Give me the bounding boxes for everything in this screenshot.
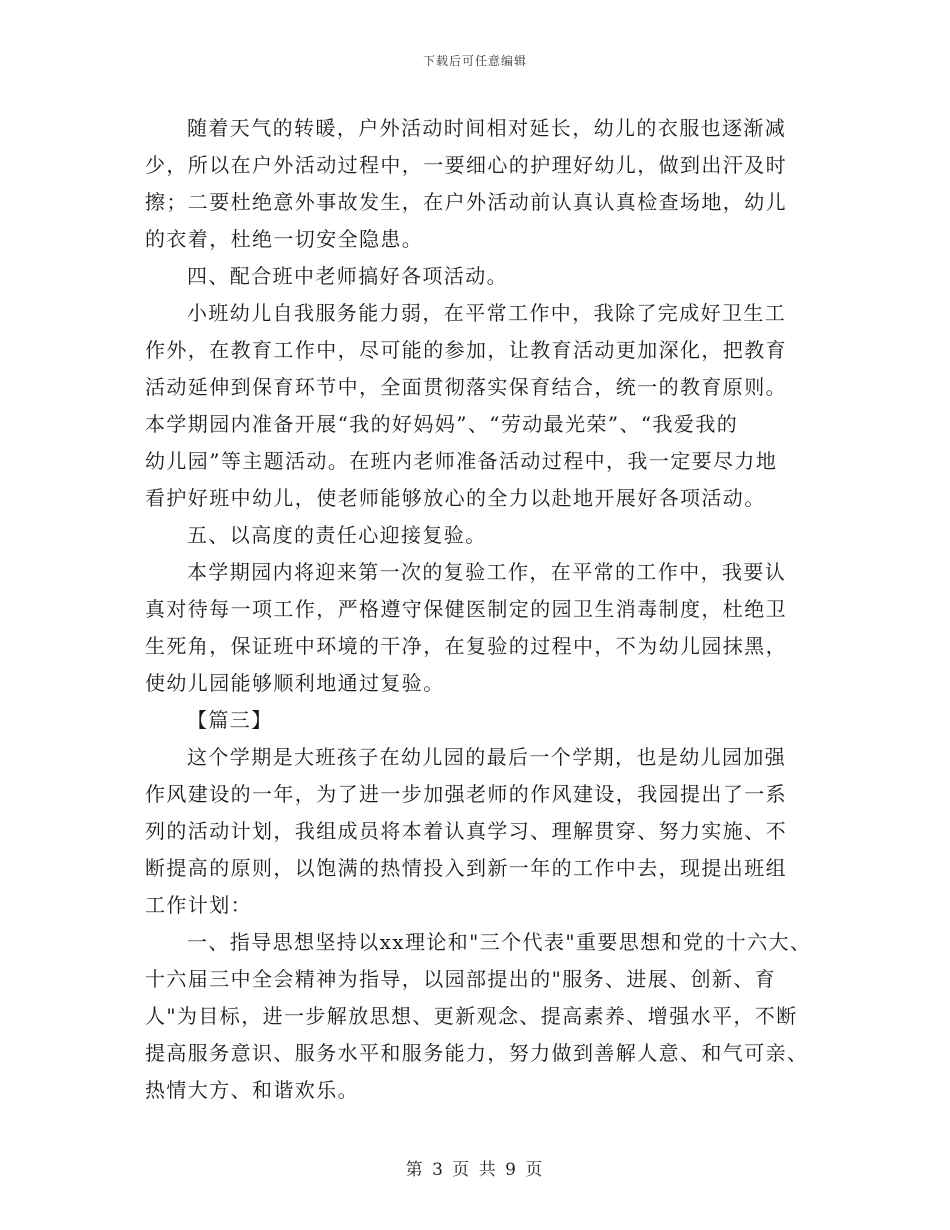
- text-line: 擦；二要杜绝意外事故发生，在户外活动前认真认真检查场地，幼儿: [145, 190, 787, 214]
- text-line: 小班幼儿自我服务能力弱，在平常工作中，我除了完成好卫生工: [187, 301, 787, 325]
- page-footer: 第 3 页 共 9 页: [405, 1160, 545, 1180]
- text-line: 工作计划：: [145, 893, 252, 917]
- page-header: 下载后可任意编辑: [422, 54, 527, 68]
- text-line: 使幼儿园能够顺利地通过复验。: [145, 671, 445, 695]
- text-line: 真对待每一项工作，严格遵守保健医制定的园卫生消毒制度，杜绝卫: [145, 597, 787, 621]
- text-line: 作风建设的一年，为了进一步加强老师的作风建设，我园提出了一系: [145, 782, 787, 806]
- document-body: [145, 110, 815, 1109]
- text-line: 本学期园内准备开展“我的好妈妈”、“劳动最光荣”、“我爱我的: [145, 412, 739, 436]
- text-line: 随着天气的转暖，户外活动时间相对延长，幼儿的衣服也逐渐减: [187, 116, 787, 140]
- text-line: 的衣着，杜绝一切安全隐患。: [145, 227, 424, 251]
- text-line: 看护好班中幼儿，使老师能够放心的全力以赴地开展好各项活动。: [145, 486, 766, 510]
- text-line: 五、以高度的责任心迎接复验。: [187, 523, 487, 547]
- text-line: 提高服务意识、服务水平和服务能力，努力做到善解人意、和气可亲、: [145, 1041, 809, 1065]
- text-line: 生死角，保证班中环境的干净，在复验的过程中，不为幼儿园抹黑，: [145, 634, 787, 658]
- text-line: 十六届三中全会精神为指导，以园部提出的"服务、进展、创新、育: [145, 967, 777, 991]
- text-line: 断提高的原则，以饱满的热情投入到新一年的工作中去，现提出班组: [145, 856, 787, 880]
- text-line: 四、配合班中老师搞好各项活动。: [187, 264, 508, 288]
- text-line: 幼儿园”等主题活动。在班内老师准备活动过程中，我一定要尽力地: [145, 449, 778, 473]
- text-line: 人"为目标，进一步解放思想、更新观念、提高素养、增强水平，不断: [145, 1004, 798, 1028]
- text-line: 列的活动计划，我组成员将本着认真学习、理解贯穿、努力实施、不: [145, 819, 787, 843]
- text-line: 少，所以在户外活动过程中，一要细心的护理好幼儿，做到出汗及时: [145, 153, 787, 177]
- text-line: 这个学期是大班孩子在幼儿园的最后一个学期，也是幼儿园加强: [187, 745, 787, 769]
- text-line: 【篇三】: [187, 708, 273, 732]
- text-line: 活动延伸到保育环节中，全面贯彻落实保育结合，统一的教育原则。: [145, 375, 787, 399]
- text-line: 作外，在教育工作中，尽可能的参加，让教育活动更加深化，把教育: [145, 338, 787, 362]
- text-line: 本学期园内将迎来第一次的复验工作，在平常的工作中，我要认: [187, 560, 787, 584]
- text-line: 热情大方、和谐欢乐。: [145, 1078, 359, 1102]
- text-line: 一、指导思想坚持以xx理论和"三个代表"重要思想和党的十六大、: [187, 930, 812, 954]
